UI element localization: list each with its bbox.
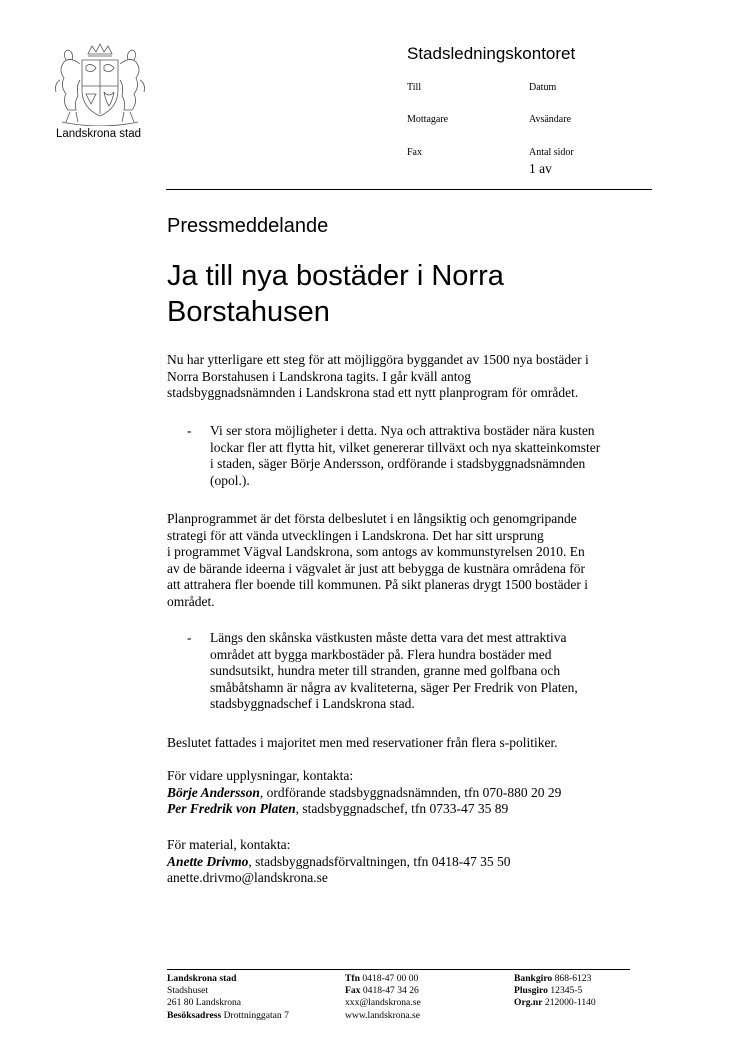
document-kicker: Pressmeddelande <box>167 215 329 237</box>
contact-name: Börje Andersson <box>167 784 260 800</box>
text-line: området. <box>167 593 215 609</box>
footer-value: 212000-1140 <box>542 997 596 1009</box>
contacts-info <box>167 768 657 818</box>
label-mottagare: Mottagare <box>407 114 449 125</box>
text-line: Nu har ytterligare ett steg för att möjliggöra byggandet av 1500 nya bostäder i <box>167 352 589 367</box>
text-line: (opol.). <box>210 472 250 488</box>
contact-details: , stadsbyggnadsförvaltningen, tfn 0418-47 35 50 <box>248 853 511 869</box>
footer-label: Besöksadress <box>167 1009 222 1021</box>
text-line: lockar fler att flytta hit, vilket genererar tillväxt och nya skatteinkomster <box>210 439 601 455</box>
list-dash: - <box>187 423 192 438</box>
contact-name: Anette Drivmo <box>167 853 249 869</box>
contacts-material <box>167 837 657 887</box>
paragraph-background <box>167 511 657 611</box>
footer-label: Tfn <box>345 973 360 984</box>
headline-line: Borstahusen <box>167 296 330 328</box>
label-antal-sidor: Antal sidor <box>529 147 574 158</box>
footer-bank <box>514 973 596 1010</box>
footer-label: Plusgiro <box>514 985 548 997</box>
logo-text: Landskrona stad <box>56 128 142 140</box>
text-line: småbåtshamn är några av kvaliteterna, säger Per Fredrik von Platen, <box>210 679 578 695</box>
footer-value: 12345-5 <box>547 985 583 997</box>
text-line: stadsbyggnadschef i Landskrona stad. <box>210 696 415 712</box>
text-line: Norra Borstahusen i Landskrona tagits. I går kväll antog <box>167 368 472 384</box>
contact-email[interactable]: anette.drivmo@landskrona.se <box>167 870 328 886</box>
header-divider <box>166 189 652 190</box>
contacts-intro: För vidare upplysningar, kontakta: <box>167 768 354 783</box>
text-line: Planprogrammet är det första delbeslutet i en långsiktig och genomgripande <box>167 511 577 526</box>
footer-line: Stadshuset <box>167 985 209 997</box>
contact-line <box>167 854 657 871</box>
text-line: sundsutsikt, hundra meter till stranden, granne med golfbana och <box>210 663 561 679</box>
headline <box>167 258 647 330</box>
coat-of-arms-icon <box>46 40 154 126</box>
coat-of-arms-logo <box>42 40 158 150</box>
text-line: i programmet Vägval Landskrona, som antogs av kommunstyrelsen 2010. En <box>167 544 585 560</box>
text-line: att attrahera fler boende till kommunen. På sikt planeras drygt 1500 bostäder i <box>167 577 589 593</box>
list-dash: - <box>187 630 192 645</box>
contact-line <box>167 801 657 818</box>
footer-address <box>167 973 289 1022</box>
text-line: strategi för att vända utvecklingen i Landskrona. Det har sitt ursprung <box>167 527 544 543</box>
headline-line: Ja till nya bostäder i Norra <box>167 260 504 292</box>
pages-value: 1 av <box>529 161 552 176</box>
text-line: Längs den skånska västkusten måste detta vara det mest attraktiva <box>210 630 567 645</box>
footer-website[interactable]: www.landskrona.se <box>345 1009 421 1021</box>
text-line: stadsbyggnadsnämnden i Landskrona stad ett nytt planprogram för området. <box>167 385 579 401</box>
footer-label: Fax <box>345 985 361 997</box>
label-datum: Datum <box>529 82 557 93</box>
label-till: Till <box>407 82 422 93</box>
text-line: Beslutet fattades i majoritet men med reservationer från flera s-politiker. <box>167 735 558 750</box>
footer-value: Drottninggatan 7 <box>221 1009 289 1021</box>
text-line: av de bärande ideerna i vägvalet är just att bebygga de kustnära områdena för <box>167 560 585 576</box>
footer-line: 261 80 Landskrona <box>167 997 242 1009</box>
paragraph-decision <box>167 735 657 752</box>
text-line: i staden, säger Börje Andersson, ordförande i stadsbyggnadsnämnden <box>210 456 586 472</box>
contact-details: , stadsbyggnadschef, tfn 0733-47 35 89 <box>295 801 509 817</box>
footer-divider <box>167 969 630 970</box>
footer-contact <box>345 973 421 1022</box>
paragraph-intro <box>167 352 657 402</box>
office-name: Stadsledningskontoret <box>407 44 576 63</box>
quote-von-platen <box>187 630 657 713</box>
footer-label: Org.nr <box>514 997 543 1009</box>
contact-name: Per Fredrik von Platen <box>167 801 296 817</box>
footer-email[interactable]: xxx@landskrona.se <box>345 997 421 1009</box>
footer-org-name: Landskrona stad <box>167 973 237 984</box>
text-line: Vi ser stora möjligheter i detta. Nya och attraktiva bostäder nära kusten <box>210 423 595 438</box>
footer-value: 868-6123 <box>552 973 592 984</box>
label-fax: Fax <box>407 147 422 158</box>
footer-value: 0418-47 00 00 <box>359 973 419 984</box>
label-avsandare: Avsändare <box>529 114 572 125</box>
text-line: området att bygga markbostäder på. Flera hundra bostäder med <box>210 646 552 662</box>
contacts-intro: För material, kontakta: <box>167 837 291 852</box>
contact-line <box>167 785 657 802</box>
quote-andersson <box>187 423 657 489</box>
footer-label: Bankgiro <box>514 973 553 984</box>
footer-value: 0418-47 34 26 <box>360 985 419 997</box>
contact-details: , ordförande stadsbyggnadsnämnden, tfn 070-880 20 29 <box>259 784 562 800</box>
